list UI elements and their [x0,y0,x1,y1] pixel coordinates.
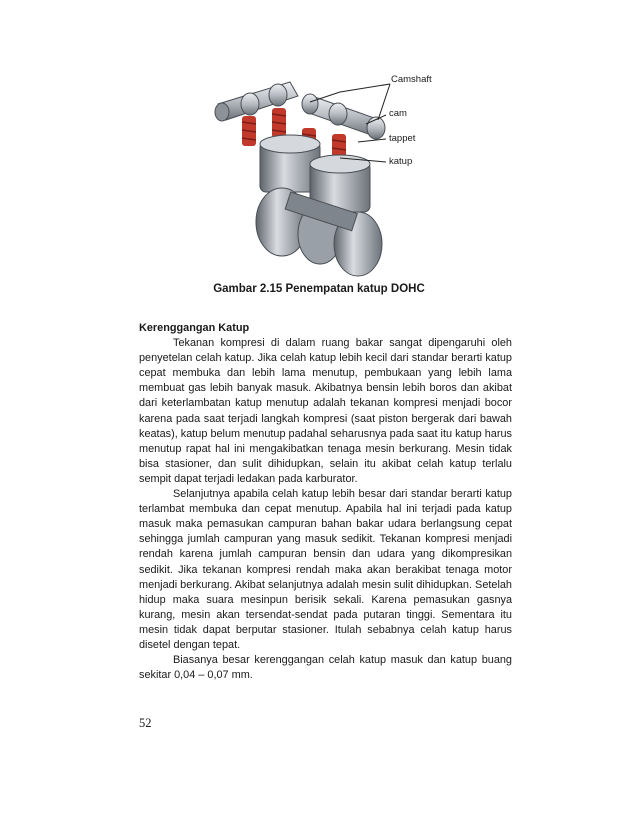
dohc-valve-illustration [190,62,450,284]
page-number: 52 [139,716,152,730]
paragraph: Biasanya besar kerenggangan celah katup masuk dan katup buang sekitar 0,04 – 0,07 mm. [139,654,512,682]
figure-caption: Gambar 2.15 Penempatan katup DOHC [213,283,425,295]
content-section [139,321,512,683]
paragraph: Selanjutnya apabila celah katup lebih besar dari standar berarti katup terlambat membuka dan cepat menutup. Apabila hal ini terjadi pada katup masuk maka pemasukan campuran bahan bakar udara berlangsung cepat sehingga jumlah campuran yang masuk sedikit. Tekanan kompresi menjadi rendah karena jumlah campuran bensin dan udara yang dikompresikan sedikit. Jika tekanan kompresi rendah maka akan berakibat tenaga motor menjadi berkurang. Akibat selanjutnya adalah mesin sulit dihidupkan. Setelah hidup maka suara mesinpun berisik sekali. Karena pemasukan gasnya kurang, mesin akan tersendat-sendat pada putaran tinggi. Sementara itu mesin tidak dapat berputar stasioner. Itulah sebabnya celah katup harus disetel dengan tepat. [139,488,512,651]
paragraph: Tekanan kompresi di dalam ruang bakar sangat dipengaruhi oleh penyetelan celah katup. Jika celah katup lebih kecil dari standar berarti katup cepat membuka dan lebih lama menutup, pembukaan yang lebih lama membuat gas lebih banyak masuk. Akibatnya bensin lebih boros dan akibat dari keterlambatan katup menutup adalah tekanan kompresi menjadi bocor karena pada saat terjadi langkah kompresi (saat piston bergerak dari bawah keatas), katup belum menutup padahal seharusnya pada saat itu katup harus menutup rapat hal ini mengakibatkan tenaga mesin berkurang. Mesin tidak bisa stasioner, dan sulit dihidupkan, selain itu akibat celah katup terlalu sempit dapat terjadi ledakan pada karburator. [139,337,512,485]
camshaft-label: Camshaft [391,74,432,85]
cam-label: cam [389,108,407,119]
section-heading: Kerenggangan Katup [139,322,250,334]
dohc-valve-figure [190,62,450,284]
valve-label: katup [389,156,413,167]
tappet-label: tappet [389,133,416,144]
